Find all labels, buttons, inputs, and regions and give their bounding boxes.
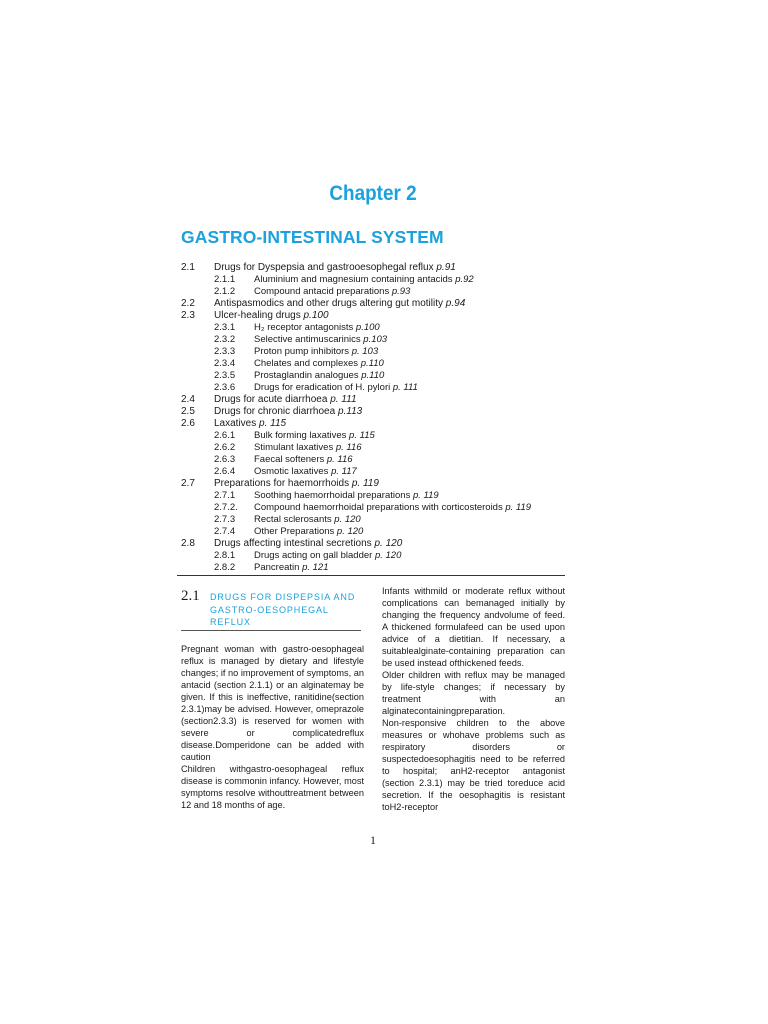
toc-entry-number: 2.7.4 — [214, 526, 236, 537]
left-column — [181, 643, 364, 811]
toc-entry-text: Drugs for Dyspepsia and gastrooesophegal reflux — [214, 262, 434, 273]
toc-entry-label — [254, 334, 387, 346]
toc-entry-page: p. 115 — [349, 430, 375, 441]
toc-entry-number: 2.7.1 — [214, 490, 236, 501]
toc-entry-text: Aluminium and magnesium containing antacids — [254, 274, 453, 285]
toc-entry-page: p.93 — [391, 286, 411, 297]
chapter-label: Chapter 2 — [329, 182, 417, 205]
toc-entry-text: Compound antacid preparations — [254, 286, 390, 297]
toc-entry-text: Laxatives — [214, 418, 257, 429]
toc-entry-page: p. 117 — [331, 466, 357, 477]
toc-entry-label — [214, 394, 357, 406]
toc-entry-label — [254, 274, 474, 286]
toc-entry-text: H₂ receptor antagonists — [254, 322, 354, 333]
toc-entry-number: 2.4 — [181, 394, 195, 405]
toc-entry-text: Other Preparations — [254, 526, 335, 537]
toc-entry-number: 2.5 — [181, 406, 195, 417]
toc-entry-number: 2.8 — [181, 538, 195, 549]
toc-entry-text: Drugs for chronic diarrhoea — [214, 406, 336, 417]
toc-entry-page: p. 119 — [505, 502, 532, 513]
toc-entry-label — [254, 514, 361, 526]
paragraph: Pregnant woman with gastro-oesophageal reflux is managed by dietary and lifestyle changes; if no improvement of symptoms, an antacid (section 2.1.1) or an alginatemay be given. If this is ineffective, ranitidine(section 2.3.1)may be advised. However, omeprazole (section2.3.3) is reserved for women with severe or complicatedreflux disease.Domperidone can be added with caution — [181, 644, 364, 762]
toc-entry-label — [254, 322, 380, 334]
toc-entry-text: Compound haemorrhoidal preparations with corticosteroids — [254, 502, 503, 513]
toc-entry-label — [254, 370, 384, 382]
toc-entry-text: Chelates and complexes — [254, 358, 359, 369]
toc-entry-page: p. 111 — [392, 382, 418, 393]
toc-entry-text: Ulcer-healing drugs — [214, 310, 301, 321]
toc-entry-number: 2.6 — [181, 418, 195, 429]
toc-entry-label — [214, 406, 362, 418]
toc-entry-page: p. 119 — [351, 478, 379, 489]
toc-entry-label — [214, 538, 402, 550]
toc-entry-page: p. 115 — [259, 418, 287, 429]
toc-entry-page: p. 120 — [374, 538, 403, 549]
toc-entry-page: p.110 — [360, 358, 384, 369]
toc-entry-page: p. 120 — [334, 514, 361, 525]
toc-entry-number: 2.2 — [181, 298, 195, 309]
toc-entry-page: p.92 — [455, 274, 474, 285]
toc-entry-text: Drugs for eradication of H. pylori — [254, 382, 391, 393]
paragraph: Children withgastro-oesophageal reflux disease is commonin infancy. However, most symptoms resolve withouttreatment between 12 and 18 months of age. — [181, 764, 364, 810]
toc-entry-number: 2.1.2 — [214, 286, 236, 297]
toc-entry-text: Stimulant laxatives — [254, 442, 334, 453]
toc-entry-page: p.94 — [445, 298, 466, 309]
paragraph: Non-responsive children to the above measures or whohave problems such as respiratory disorders or suspectedoesophagitis need to be referred to hospital; anH2-receptor antagonist (section 2.3.1) may be tried toreduce acid secretion. If the oesophagitis is resistant toH2-receptor — [382, 718, 565, 812]
section-divider — [177, 575, 565, 576]
toc-entry-number: 2.3.4 — [214, 358, 236, 369]
toc-entry-page: p. 103 — [351, 346, 379, 357]
toc-entry-number: 2.3.3 — [214, 346, 236, 357]
toc-entry-page: p. 119 — [412, 490, 439, 501]
toc-entry-label — [254, 490, 439, 502]
toc-entry-number: 2.1 — [181, 262, 195, 273]
toc-entry-text: Preparations for haemorrhoids — [214, 478, 350, 489]
toc-entry-number: 2.6.3 — [214, 454, 236, 465]
toc-entry-text: Drugs for acute diarrhoea — [214, 394, 328, 405]
toc-entry-page: p.100 — [355, 322, 380, 333]
section-number: 2.1 — [181, 588, 200, 604]
toc-entry-number: 2.3.1 — [214, 322, 236, 333]
toc-entry-number: 2.6.2 — [214, 442, 236, 453]
section-underline — [181, 630, 361, 631]
toc-entry-label — [214, 298, 465, 310]
toc-entry-label — [214, 310, 329, 322]
toc-entry-label — [254, 466, 357, 478]
toc-entry-label — [254, 562, 328, 574]
toc-entry-number: 2.3.2 — [214, 334, 236, 345]
toc-entry-text: Bulk forming laxatives — [254, 430, 347, 441]
toc-entry-label — [254, 382, 418, 394]
toc-entry-text: Pancreatin — [254, 562, 300, 573]
toc-entry-text: Drugs acting on gall bladder — [254, 550, 373, 561]
toc-entry-page: p. 116 — [335, 442, 362, 453]
toc-entry-page: p. 120 — [374, 550, 402, 561]
chapter-title: GASTRO-INTESTINAL SYSTEM — [181, 227, 444, 247]
toc-entry-text: Osmotic laxatives — [254, 466, 329, 477]
toc-entry-page: p. 111 — [330, 394, 357, 405]
section-title: DRUGS FOR DISPEPSIA AND GASTRO-OESOPHEGAL REFLUX — [210, 592, 356, 627]
toc-entry-number: 2.7 — [181, 478, 195, 489]
toc-entry-label — [254, 286, 410, 298]
toc-entry-number: 2.3 — [181, 310, 195, 321]
toc-entry-page: p.91 — [436, 262, 456, 273]
toc-entry-page: p.113 — [337, 406, 363, 417]
toc-entry-page: p. 120 — [336, 526, 364, 537]
toc-entry-label — [214, 478, 379, 490]
toc-entry-text: Antispasmodics and other drugs altering gut motility — [214, 298, 444, 309]
toc-entry-label — [254, 550, 401, 562]
toc-entry-number: 2.8.2 — [214, 562, 236, 573]
toc-entry-text: Rectal sclerosants — [254, 514, 332, 525]
toc-entry-number: 2.7.3 — [214, 514, 236, 525]
toc-entry-label — [254, 526, 363, 538]
toc-entry-label — [254, 346, 378, 358]
toc-entry-page: p.110 — [361, 370, 385, 381]
toc-entry-page: p. 121 — [302, 562, 329, 573]
toc-entry-label — [254, 430, 375, 442]
toc-entry-number: 2.1.1 — [214, 274, 236, 285]
toc-entry-number: 2.6.4 — [214, 466, 236, 477]
toc-entry-number: 2.3.5 — [214, 370, 236, 381]
toc-entry-page: p.100 — [303, 310, 329, 321]
toc-entry-label — [214, 262, 456, 274]
toc-entry-text: Selective antimuscarinics — [254, 334, 361, 345]
page-number: 1 — [370, 833, 376, 847]
toc-entry-number: 2.7.2. — [214, 502, 238, 513]
toc-entry-page: p.103 — [363, 334, 388, 345]
toc-entry-number: 2.8.1 — [214, 550, 236, 561]
toc-entry-label — [254, 442, 362, 454]
toc-entry-label — [254, 454, 353, 466]
toc-entry-text: Faecal softeners — [254, 454, 325, 465]
toc-entry-number: 2.6.1 — [214, 430, 236, 441]
paragraph: Infants withmild or moderate reflux without complications can bemanaged initially by changing the frequency andvolume of feed. A thickened formulafeed can be used upon advice of a dietitian. If necessary, a suitablealginate-containing preparation can be used instead ofthickened feeds. — [382, 586, 565, 668]
toc-entry-label — [254, 502, 531, 514]
paragraph: Older children with reflux may be managed by life-style changes; if necessary by treatment with an alginatecontainingpreparation. — [382, 670, 565, 716]
toc-entry-label — [254, 358, 384, 370]
toc-entry-label — [214, 418, 286, 430]
toc-entry-page: p. 116 — [326, 454, 353, 465]
toc-entry-text: Soothing haemorrhoidal preparations — [254, 490, 411, 501]
toc-entry-text: Drugs affecting intestinal secretions — [214, 538, 372, 549]
toc-entry-number: 2.3.6 — [214, 382, 236, 393]
toc-entry-text: Prostaglandin analogues — [254, 370, 359, 381]
toc-entry-text: Proton pump inhibitors — [254, 346, 350, 357]
right-column — [382, 585, 565, 813]
